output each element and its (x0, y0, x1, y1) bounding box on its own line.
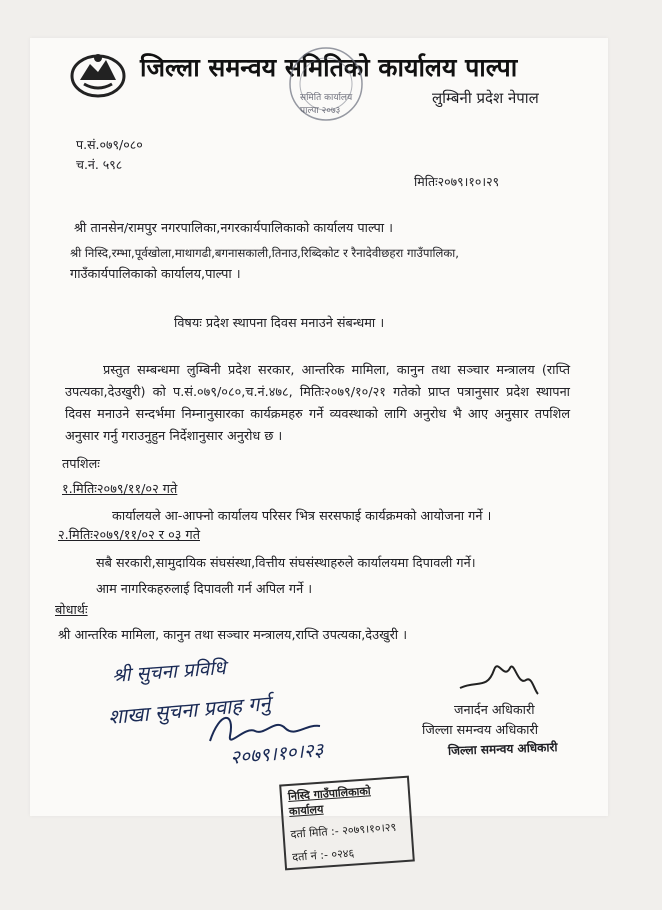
tapashil-label: तपशिलः (62, 457, 100, 472)
reference-ps: प.सं.०७९/०८० (76, 137, 143, 152)
signatory-title: जिल्ला समन्वय अधिकारी (422, 723, 539, 738)
received-stamp (279, 776, 415, 871)
office-title: जिल्ला समन्वय समितिको कार्यालय पाल्पा (140, 53, 518, 82)
received-stamp-office: निस्दि गाउँपालिकाको कार्यालय (287, 784, 372, 818)
seal-text: समिति कार्यालय पाल्पा २०७३ (300, 93, 353, 116)
received-stamp-date: दर्ता मिति :- २०७९।१०।२९ (290, 820, 397, 841)
subject-line: विषयः प्रदेश स्थापना दिवस मनाउने संबन्धमा । (174, 316, 385, 331)
item-1-heading: १.मितिः२०७९/११/०२ गते (62, 482, 178, 497)
recipient-line-3: गाउँकार्यपालिकाको कार्यालय,पाल्पा । (70, 267, 241, 282)
body-paragraph: प्रस्तुत सम्बन्धमा लुम्बिनी प्रदेश सरकार, आन्तरिक मामिला, कानुन तथा सञ्चार मन्त्रालय (राप्ति उपत्यका,देउखुरी) को प.सं.०७९/०८०,च.नं.४७८, मितिः२०७९/१०/२१ गतेको प्राप्त पत्रानुसार प्रदेश स्थापना दिवस मनाउने सन्दर्भमा निम्नानुसारका कार्यक्रमहरु गर्ने व्यवस्थाको लागि अनुरोध भै आए अनुसार तपशिल अनुसार गर्नु गराउनुहुन निर्देशानुसार अनुरोध छ । (65, 363, 570, 444)
recipient-line-2: श्री निस्दि,रम्भा,पूर्वखोला,माथागढी,बगनासकाली,तिनाउ,रिब्दिकोट र रैनादेवीछहरा गाउँपालिका, (70, 246, 459, 260)
signatory-stamp: जिल्ला समन्वय अधिकारी (447, 740, 558, 758)
office-subtitle: लुम्बिनी प्रदेश नेपाल (432, 89, 539, 107)
item-1-text: कार्यालयले आ-आफ्नो कार्यालय परिसर भित्र सरसफाई कार्यक्रमको आयोजना गर्ने । (112, 509, 492, 524)
reference-cn: च.नं. ५९८ (76, 157, 123, 172)
item-2-text-2: आम नागरिकहरुलाई दिपावली गर्न अपिल गर्ने । (96, 582, 313, 597)
official-signature (452, 650, 542, 705)
handwritten-line-1: श्री सुचना प्रविधि (111, 657, 227, 687)
bodhartha-label: बोधार्थः (55, 603, 88, 618)
item-2-text-1: सबै सरकारी,सामुदायिक संघसंस्था,वित्तीय संघसंस्थाहरुले कार्यालयमा दिपावली गर्ने। (96, 556, 476, 571)
recipient-line-1: श्री तानसेन/रामपुर नगरपालिका,नगरकार्यपालिकाको कार्यालय पाल्पा । (74, 221, 393, 236)
handwritten-line-2: शाखा सुचना प्रवाह गर्नु (107, 690, 272, 730)
handwritten-date: २०७९।१०।२३ (229, 738, 325, 770)
item-2-heading: २.मितिः२०७९/११/०२ र ०३ गते (58, 528, 200, 543)
signatory-name: जनार्दन अधिकारी (454, 703, 535, 718)
government-emblem-icon (68, 50, 128, 98)
received-stamp-number: दर्ता नं :- ०२४६ (291, 846, 355, 864)
cc-line: श्री आन्तरिक मामिला, कानुन तथा सञ्चार मन्त्रालय,राप्ति उपत्यका,देउखुरी । (58, 628, 408, 643)
letter-date: मितिः२०७९।१०।२९ (414, 174, 500, 189)
